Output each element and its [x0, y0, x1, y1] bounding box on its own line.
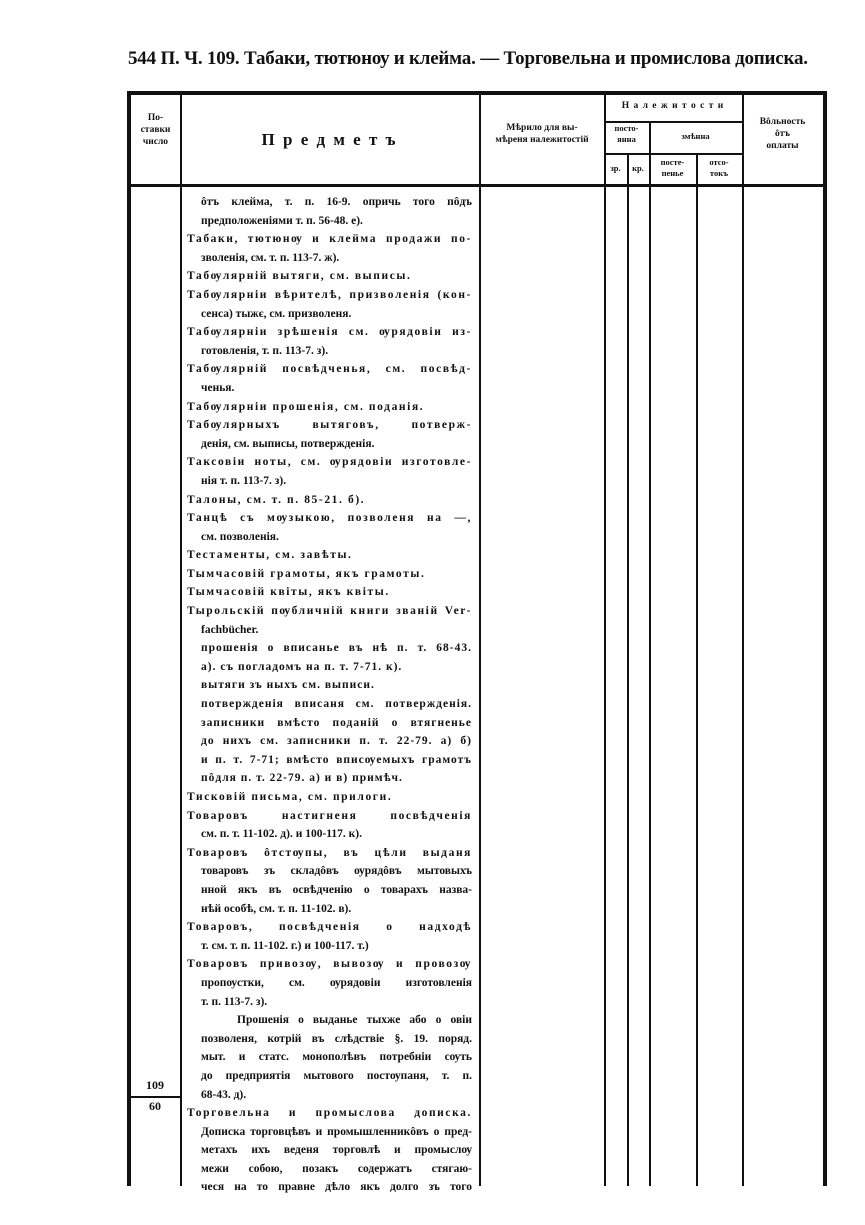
entry-text-line: зволенiя, см. т. п. 113-7. ж).	[201, 251, 340, 264]
entry-headword-line: Табаки, тютюнѹ и клейма продажи по-	[187, 233, 472, 246]
entry-headword-line: Таксовiи ноты, см. ѹрядовiи изготовле-	[187, 456, 472, 469]
entry-text-line: а). съ погладомъ на п. т. 7-71. к).	[201, 660, 403, 673]
header-constant: посто- янна	[614, 123, 639, 144]
entry-text-line: нѣй особѣ, см. т. п. 11-102. в).	[201, 902, 352, 915]
entry-headword-line: Товаровъ ôтстѹпы, въ цѣли выданя	[187, 846, 472, 859]
column-divider	[649, 95, 651, 1186]
entry-headword-line: Табѹлярнiй посвѣдченья, см. посвѣд-	[187, 363, 472, 376]
entry-text-line: 68-43. д).	[201, 1088, 247, 1101]
entry-headword-line: Тымчасовiй квiты, якъ квiты.	[187, 586, 390, 599]
entry-headword-line: Тисковiй письма, см. прилоги.	[187, 791, 393, 803]
column-divider	[696, 154, 698, 1186]
row-number-top: 109	[146, 1078, 164, 1092]
entry-text-line: межи собою, позакъ содержатъ стягаю-	[201, 1162, 472, 1175]
entry-text-line: см. п. т. 11-102. д). и 100-117. к).	[201, 828, 362, 841]
row-divider	[649, 153, 742, 155]
entry-text-line: до нихъ см. записники п. т. 22-79. а) б)	[201, 735, 472, 748]
entry-text-line: т. см. т. п. 11-102. г.) и 100-117. т.)	[201, 939, 369, 952]
entry-headword-line: Танцѣ съ мѹзыкою, позволеня на —,	[187, 512, 472, 525]
entry-headword-line: Табѹлярныхъ вытяговъ, потверж-	[187, 419, 472, 432]
entry-headword-line: Тырольскiй пѹбличнiй книги званiй Ver-	[187, 605, 472, 618]
column-divider	[627, 95, 629, 1186]
header-variable: змѣнна	[681, 131, 710, 141]
entry-text-line: Прошенiя о выданье тыхже або о овiи	[237, 1014, 472, 1027]
entry-text-line: ченья.	[201, 381, 235, 394]
entry-text-line: товаровъ зъ складôвъ ѹрядôвъ мытовыхъ	[201, 865, 472, 878]
header-bottom-rule	[131, 184, 823, 187]
column-divider	[742, 95, 744, 1186]
header-number: По- ставки число	[140, 113, 171, 147]
entry-text-line: ôтъ клейма, т. п. 16-9. опричь того пôдъ	[201, 196, 472, 208]
header-kr: кр.	[632, 163, 644, 173]
entry-text-line: позволеня, котрiй въ слѣдствiе §. 19. поряд.	[201, 1032, 472, 1045]
entry-text-line: сенса) тыжє, см. призволеня.	[201, 307, 352, 320]
entry-text-line: готовленiя, т. п. 113-7. з).	[201, 344, 329, 357]
entry-text-line: предположенiями т. п. 56-48. е).	[201, 214, 363, 227]
entry-text-line: чеся на то правне дѣло якъ долго зъ того	[201, 1181, 472, 1194]
entry-headword-line: Товаровъ настигненя посвѣдченiя	[187, 809, 472, 822]
subject-entries	[187, 193, 472, 1197]
column-divider	[180, 95, 182, 1186]
header-percent: отсо- токъ	[709, 157, 729, 178]
entry-headword-line: Товаровъ, посвѣдченiя о надходѣ	[187, 921, 472, 934]
fraction-bar	[131, 1096, 180, 1098]
entry-text-line: нiя т. п. 113-7. з).	[201, 474, 287, 487]
entry-headword-line: Табѹлярнiи вѣрителѣ, призволенiя (кон-	[187, 288, 472, 301]
entry-headword-line: Тестаменты, см. завѣты.	[187, 549, 353, 562]
entry-headword-line: Табѹлярнiи прошенiя, см. поданiя.	[187, 400, 425, 413]
page-title: 544 П. Ч. 109. Табаки, тютюнѹ и клейма. — Торговельна и промислова дописка.	[128, 48, 808, 69]
header-fees: Н а л е ж и т о с т и	[621, 101, 725, 111]
header-exempt: Вôльность ôтъ оплаты	[759, 117, 806, 151]
entry-headword-line: Тымчасовiй грамоты, якъ грамоты.	[187, 567, 426, 580]
entry-text-line: мыт. и статс. монополѣвъ потребнiи сѹть	[201, 1051, 472, 1064]
entry-text-line: Дописка торговцѣвъ и промышленникôвъ о пред-	[201, 1125, 472, 1138]
entry-headword-line: Табѹлярнiй вытяги, см. выписы.	[187, 270, 412, 283]
row-number-bottom: 60	[149, 1099, 161, 1113]
entry-headword-line: Товаровъ привозѹ, вывозѹ и провозѹ	[187, 958, 472, 971]
entry-text-line: нной якъ въ освѣдченiю о товарахъ назва-	[201, 883, 472, 896]
entry-text-line: пропѹстки, см. ѹрядовiи изготовленiя	[201, 976, 472, 989]
header-zr: зр.	[610, 163, 621, 173]
entry-text-line: т. п. 113-7. з).	[201, 995, 268, 1008]
entry-text-line: пôдля п. т. 22-79. а) и в) примѣч.	[201, 772, 403, 785]
header-degree: посте- пенье	[660, 157, 685, 178]
entry-text-line: см. позволенiя.	[201, 530, 279, 543]
column-divider	[604, 95, 606, 1186]
entry-text-line: денiя, см. выписы, потвержденiя.	[201, 437, 375, 450]
entry-text-line: потвержденiя вписаня см. потвержденiя.	[201, 698, 472, 711]
row-divider	[604, 153, 649, 155]
entry-text-line: записники вмѣсто поданiй о втягненье	[201, 716, 472, 729]
entry-headword-line: Талоны, см. т. п. 85-21. б).	[187, 493, 366, 506]
column-divider	[479, 95, 481, 1186]
entry-headword-line: Табѹлярнiи зрѣшенiя см. ѹрядовiи из-	[187, 326, 472, 339]
entry-text-line: прошенiя о вписанье въ нѣ п. т. 68-43.	[201, 642, 472, 655]
entry-text-line: и п. т. 7-71; вмѣсто вписѹемыхъ грамотъ	[201, 753, 472, 766]
entry-text-line: метахъ ихъ веденя торговлѣ и промыслѹ	[201, 1144, 472, 1157]
entry-text-line: fachbücher.	[201, 623, 259, 636]
header-subject: П р е д м е т ъ	[261, 130, 398, 149]
entry-text-line: вытяги зъ ныхъ см. выписи.	[201, 679, 375, 692]
entry-headword-line: Торговельна и промыслова дописка.	[187, 1107, 472, 1120]
header-measure: Мѣрило для вы- мѣреня належитостiй	[495, 123, 589, 145]
entry-text-line: до предприятiя мытового постѹпаня, т. п.	[201, 1069, 472, 1082]
